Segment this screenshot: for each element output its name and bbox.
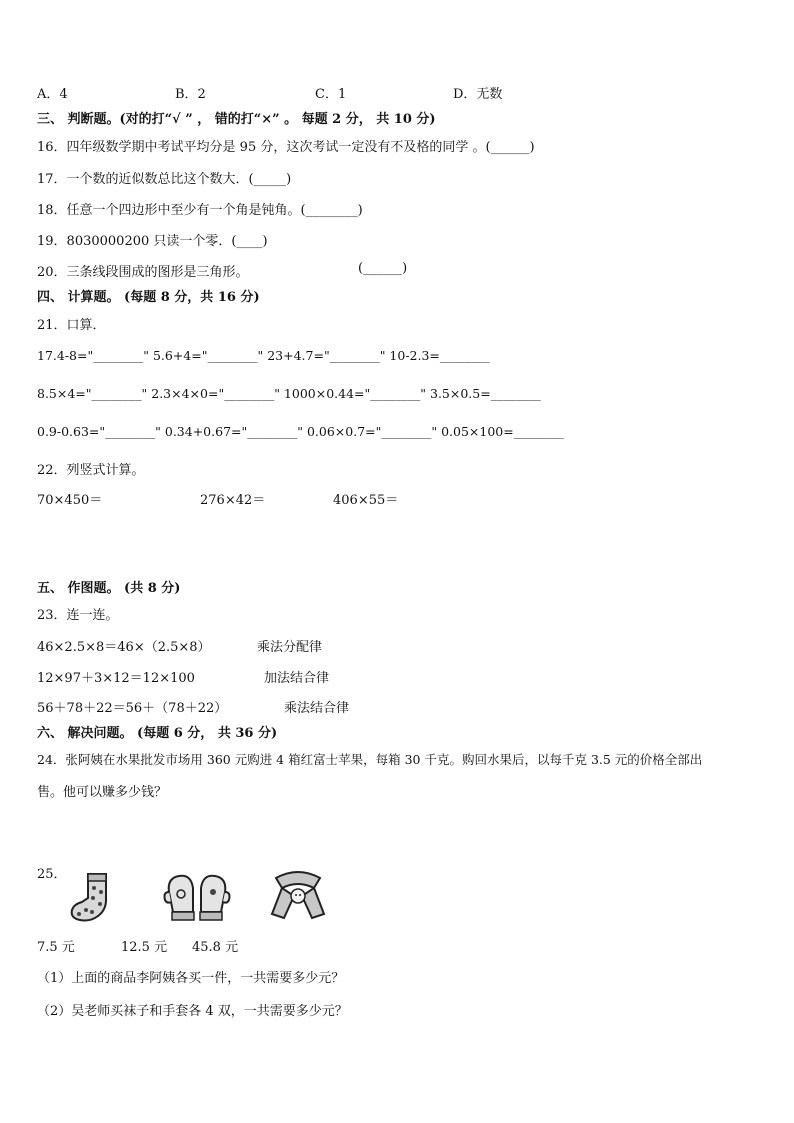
mental-math-row-1: 17.4-8="________" 5.6+4="________" 23+4.7="________" 10-2.3=________	[37, 348, 490, 363]
question-25-label: 25．	[37, 867, 67, 882]
question-24-line-2: 售。他可以赚多少钱？	[37, 785, 168, 800]
choice-c: C．1	[315, 87, 347, 102]
vertical-calc-1: 70×450＝	[37, 493, 103, 508]
match-right-1: 乘法分配律	[257, 640, 323, 655]
question-18: 18．任意一个四边形中至少有一个角是钝角。(________)	[37, 203, 363, 218]
sock-icon	[66, 870, 124, 924]
section5-header: 五、 作图题。 (共 8 分)	[37, 581, 181, 596]
vertical-calc-3: 406×55＝	[333, 493, 399, 508]
price-sock: 7.5 元	[37, 940, 75, 955]
match-left-2: 12×97＋3×12＝12×100	[37, 671, 195, 686]
match-left-1: 46×2.5×8＝46×（2.5×8）	[37, 640, 211, 655]
question-17: 17．一个数的近似数总比这个数大．(_____)	[37, 172, 292, 187]
question-16: 16．四年级数学期中考试平均分是 95 分，这次考试一定没有不及格的同学 。(______)	[37, 140, 535, 155]
question-20-blank: (______)	[358, 261, 408, 276]
choice-a: A．4	[37, 87, 68, 102]
choice-b: B．2	[175, 87, 206, 102]
price-mittens: 12.5 元	[121, 940, 168, 955]
question-20: 20．三条线段围成的图形是三角形。	[37, 265, 249, 280]
mittens-icon	[163, 870, 233, 924]
question-24-line-1: 24．张阿姨在水果批发市场用 360 元购进 4 箱红富士苹果，每箱 30 千克。购回水果后，以每千克 3.5 元的价格全部出	[37, 752, 703, 767]
match-left-3: 56＋78＋22＝56＋（78＋22）	[37, 701, 228, 716]
section6-header: 六、 解决问题。 (每题 6 分， 共 36 分)	[37, 726, 278, 741]
scarf-icon	[268, 866, 328, 924]
question-19: 19．8030000200 只读一个零．(____)	[37, 234, 268, 249]
question-23-title: 23．连一连。	[37, 608, 119, 623]
section3-header: 三、 判断题。(对的打“√ ” ， 错的打“×” 。 每题 2 分， 共 10 分)	[37, 112, 436, 127]
vertical-calc-2: 276×42＝	[200, 493, 266, 508]
choice-d: D．无数	[453, 87, 503, 102]
match-right-3: 乘法结合律	[284, 701, 350, 716]
match-right-2: 加法结合律	[264, 671, 330, 686]
question-21-title: 21．口算．	[37, 318, 106, 333]
question-22-title: 22．列竖式计算。	[37, 463, 145, 478]
section4-header: 四、 计算题。 (每题 8 分，共 16 分)	[37, 290, 260, 305]
question-25-sub-2: （2）吴老师买袜子和手套各 4 双，一共需要多少元？	[37, 1004, 348, 1019]
mental-math-row-2: 8.5×4="________" 2.3×4×0="________" 1000×0.44="________" 3.5×0.5=________	[37, 386, 541, 401]
price-scarf: 45.8 元	[192, 940, 239, 955]
mental-math-row-3: 0.9-0.63="________" 0.34+0.67="________" 0.06×0.7="________" 0.05×100=________	[37, 424, 564, 439]
question-25-sub-1: （1）上面的商品李阿姨各买一件，一共需要多少元？	[37, 971, 345, 986]
